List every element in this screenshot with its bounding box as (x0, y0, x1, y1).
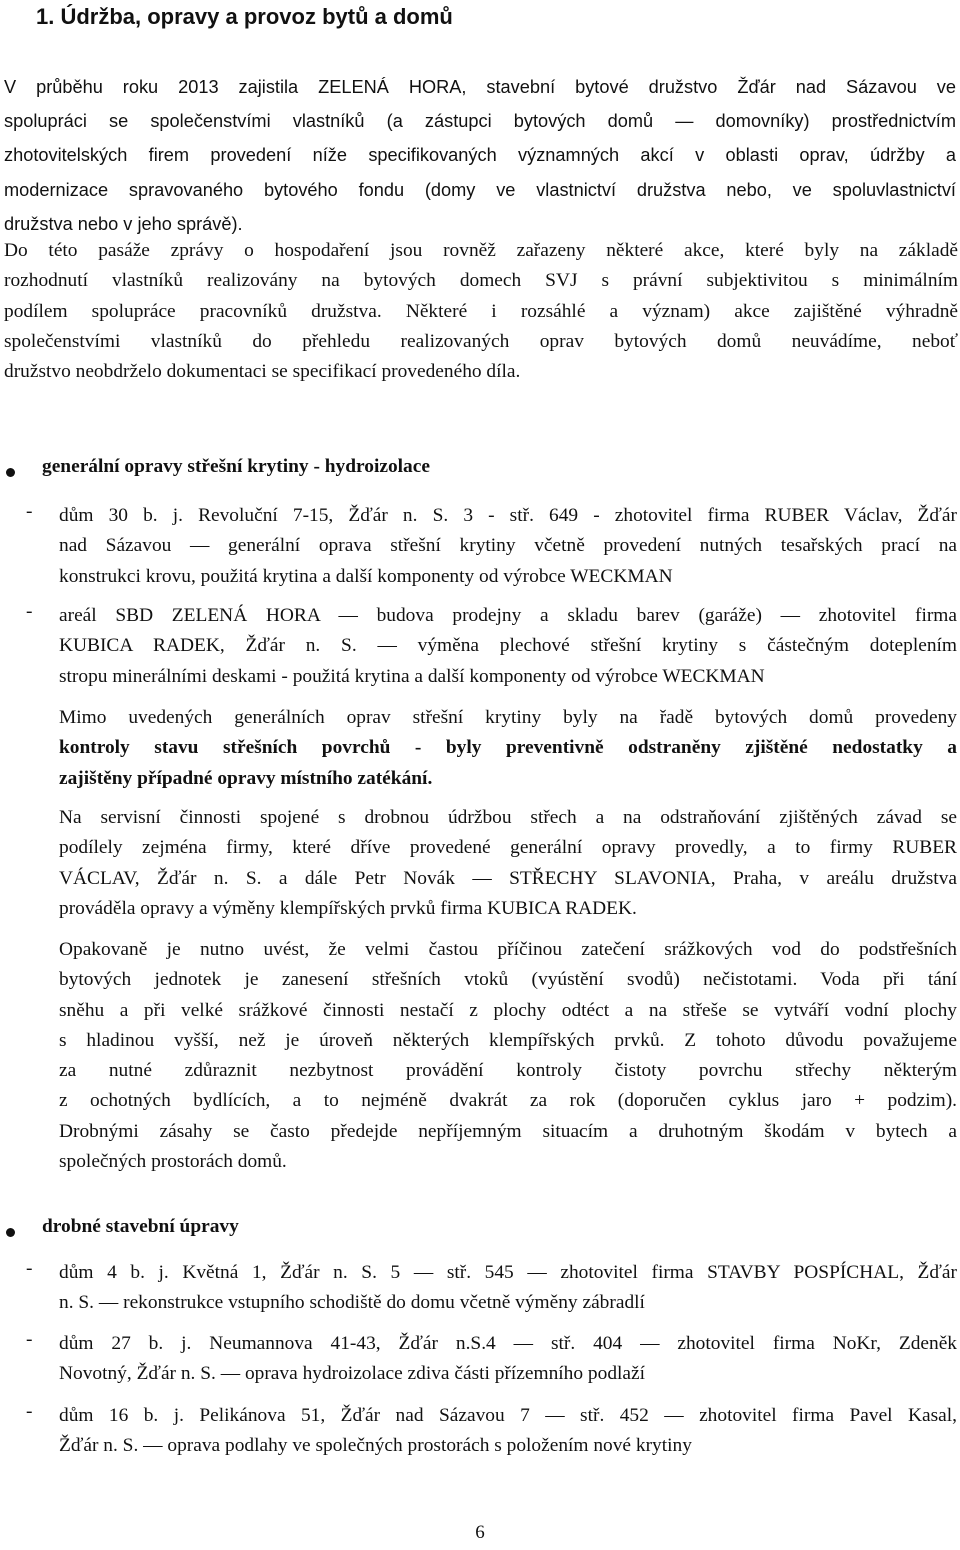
warning-line: z ochotných bydlících, a to nejméně dvakrát za rok (doporučen cyklus jaro + podzim). (59, 1090, 957, 1112)
section-title: drobné stavební úpravy (42, 1216, 239, 1237)
warning-line: sněhu a při velké srážkové činnosti nestačí z plochy odtéct a na střeše se vytváří vodní plochy (59, 999, 957, 1021)
section-title: generální opravy střešní krytiny - hydroizolace (42, 456, 430, 477)
dash-marker: - (26, 601, 33, 622)
note-line-bold: kontroly stavu střešních povrchů - byly preventivně odstraněny zjištěné nedostatky a (59, 737, 957, 759)
scope-line: společenstvími vlastníků do přehledu realizovaných oprav bytových domů neuvádíme, neboť (4, 330, 958, 352)
dash-marker: - (26, 501, 33, 522)
list-item-text (59, 1258, 957, 1319)
warning-line: za nutné zdůraznit nezbytnost provádění kontroly čistoty povrchu střechy některým (59, 1060, 957, 1082)
dash-marker: - (26, 1401, 33, 1422)
warning-line: bytových jednotek je zanesení střešních vtoků (vyústění svodů) nečistotami. Voda při tání (59, 969, 957, 991)
list-item-line: n. S. — rekonstrukce vstupního schodiště do domu včetně výměny zábradlí (59, 1292, 645, 1314)
scope-line: Do této pasáže zprávy o hospodaření jsou rovněž zařazeny některé akce, které byly na základě (4, 240, 958, 261)
scope-line: družstvo neobdrželo dokumentaci se specifikací provedeného díla. (4, 361, 521, 383)
service-line: prováděla opravy a výměny klempířských prvků firma KUBICA RADEK. (59, 897, 637, 919)
warning-line: Opakovaně je nutno uvést, že velmi častou příčinou zatečení srážkových vod do podstřešních (59, 939, 957, 960)
list-item-line: dům 27 b. j. Neumannova 41-43, Žďár n.S.4 — stř. 404 — zhotovitel firma NoKr, Zdeněk (59, 1333, 957, 1354)
intro-line: družstva nebo v jeho správě). (4, 213, 243, 234)
service-line: Na servisní činnosti spojené s drobnou údržbou střech a na odstraňování zjištěných závad se (59, 807, 957, 828)
note-line: Mimo uvedených generálních oprav střešní krytiny byly na řadě bytových domů provedeny (59, 707, 957, 728)
warning-line: s hladinou vyšší, než je úroveň některých klempířských prvků. Z tohoto důvodu považujeme (59, 1029, 957, 1051)
list-item-line: KUBICA RADEK, Žďár n. S. — výměna plechové střešní krytiny s částečným doteplením (59, 635, 957, 657)
list-item-text (59, 601, 957, 692)
scope-line: rozhodnutí vlastníků realizovány na bytových domech SVJ s právní subjektivitou s minimálním (4, 270, 958, 292)
scope-paragraph (4, 236, 958, 387)
warning-paragraph (59, 935, 957, 1177)
service-line: podílely zejména firmy, které dříve provedené generální opravy provedly, a to firmy RUBER (59, 837, 957, 859)
service-paragraph (59, 803, 957, 924)
dash-marker: - (26, 1329, 33, 1350)
bullet-icon (6, 468, 15, 477)
warning-line: Drobnými zásahy se často předejde nepříjemným situacím a druhotným škodám v bytech a (59, 1120, 957, 1142)
scope-line: podílem spolupráce pracovníků družstva. Některé i rozsáhlé a význam) akce zajištěné výhradně (4, 300, 958, 322)
list-item-line: dům 30 b. j. Revoluční 7-15, Žďár n. S. 3 - stř. 649 - zhotovitel firma RUBER Václav, Žďár (59, 505, 957, 526)
page-number: 6 (475, 1522, 485, 1543)
service-line: VÁCLAV, Žďár n. S. a dále Petr Novák — STŘECHY SLAVONIA, Praha, v areálu družstva (59, 867, 957, 889)
intro-line: spolupráci se společenstvími vlastníků (a zástupci bytových domů — domovníky) prostřednictvím (4, 111, 956, 132)
dash-marker: - (26, 1258, 33, 1279)
list-item-text (59, 1329, 957, 1390)
section-heading: 1. Údržba, opravy a provoz bytů a domů (36, 4, 453, 29)
list-item-line: Novotný, Žďár n. S. — oprava hydroizolace zdiva části přízemního podlaží (59, 1363, 645, 1385)
intro-paragraph (4, 70, 956, 241)
note-line-bold: zajištěny případné opravy místního zatékání. (59, 767, 433, 789)
list-item-line: stropu minerálními deskami - použitá krytina a další komponenty od výrobce WECKMAN (59, 665, 765, 687)
list-item-line: dům 16 b. j. Pelikánova 51, Žďár nad Sázavou 7 — stř. 452 — zhotovitel firma Pavel Kasal, (59, 1405, 957, 1426)
list-item-text (59, 501, 957, 592)
intro-line: modernizace spravovaného bytového fondu (domy ve vlastnictví družstva nebo, ve spoluvlastnictví (4, 179, 956, 200)
bullet-icon (6, 1228, 15, 1237)
warning-line: společných prostorách domů. (59, 1151, 287, 1173)
list-item-line: nad Sázavou — generální oprava střešní krytiny včetně provedení nutných tesařských prací na (59, 535, 957, 557)
list-item-line: areál SBD ZELENÁ HORA — budova prodejny a skladu barev (garáže) — zhotovitel firma (59, 605, 957, 626)
list-item-line: konstrukci krovu, použitá krytina a další komponenty od výrobce WECKMAN (59, 565, 673, 587)
inspection-note (59, 703, 957, 794)
list-item-line: dům 4 b. j. Květná 1, Žďár n. S. 5 — stř. 545 — zhotovitel firma STAVBY POSPÍCHAL, Žďár (59, 1262, 957, 1283)
intro-line: zhotovitelských firem provedení níže specifikovaných významných akcí v oblasti oprav, údržby a (4, 145, 956, 166)
list-item-line: Žďár n. S. — oprava podlahy ve společných prostorách s položením nové krytiny (59, 1435, 692, 1457)
intro-line: V průběhu roku 2013 zajistila ZELENÁ HORA, stavební bytové družstvo Žďár nad Sázavou ve (4, 77, 956, 97)
list-item-text (59, 1401, 957, 1462)
